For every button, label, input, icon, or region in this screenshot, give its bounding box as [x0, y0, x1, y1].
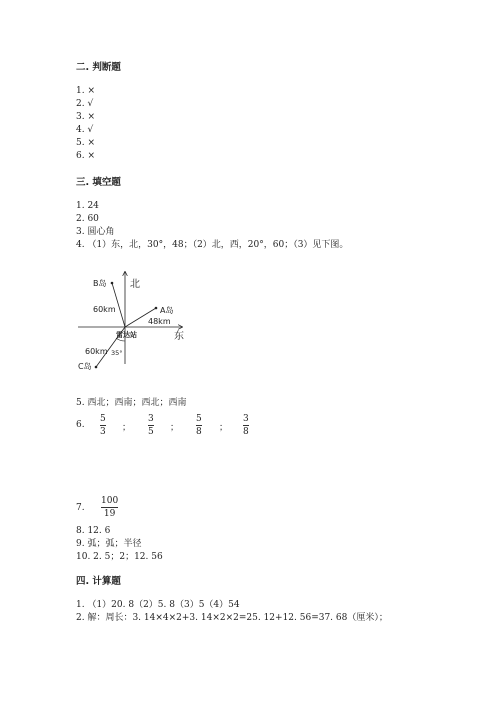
fraction-numerator: 3 — [243, 414, 249, 424]
fraction-denominator: 5 — [148, 427, 154, 437]
fraction-6-2 — [148, 414, 154, 437]
section-heading-fill-blank: 三. 填空题 — [76, 177, 121, 188]
separator: ； — [219, 423, 229, 433]
answer-2-3: 3. × — [76, 112, 95, 122]
island-c-point — [95, 366, 98, 369]
fraction-denominator: 3 — [100, 427, 106, 437]
fraction-denominator: 8 — [243, 427, 249, 437]
answer-3-1: 1. 24 — [76, 201, 99, 211]
answer-3-9: 9. 弧；弧；半径 — [76, 539, 142, 549]
fraction-numerator: 3 — [148, 414, 154, 424]
answer-3-4: 4. （1）东，北，30°，48；（2）北，西，20°，60；（3）见下图。 — [76, 240, 349, 250]
answer-4-2: 2. 解：周长：3. 14×4×2+3. 14×2×2=25. 12+12. 56=37. 68（厘米）； — [76, 613, 388, 623]
answer-3-5: 5. 西北；西南；西北；西南 — [76, 398, 187, 408]
fraction-denominator: 19 — [103, 509, 116, 519]
answer-3-6-label: 6. — [76, 420, 85, 430]
radar-station-label: 雷达站 — [116, 331, 137, 339]
fraction-7 — [101, 496, 118, 519]
east-label: 东 — [174, 331, 184, 342]
island-b-label: B岛 — [93, 279, 107, 288]
fraction-denominator: 8 — [196, 427, 202, 437]
fraction-6-4 — [243, 414, 249, 437]
fraction-numerator: 100 — [101, 496, 119, 506]
separator: ； — [170, 423, 180, 433]
fraction-numerator: 5 — [196, 414, 202, 424]
section-heading-judgment: 二. 判断题 — [76, 62, 121, 73]
north-label: 北 — [130, 279, 140, 290]
answer-2-1: 1. × — [76, 86, 95, 96]
island-b-point — [111, 282, 114, 285]
fraction-6-1 — [100, 414, 106, 437]
answer-2-2: 2. √ — [76, 99, 94, 109]
answer-3-10: 10. 2. 5；2；12. 56 — [76, 552, 163, 562]
distance-b-label: 60km — [93, 305, 116, 314]
island-a-point — [155, 307, 158, 310]
fraction-numerator: 5 — [100, 414, 106, 424]
distance-c-label: 60km — [85, 347, 108, 356]
answer-3-7-label: 7. — [76, 503, 85, 513]
answer-2-6: 6. × — [76, 151, 95, 161]
distance-a-label: 48km — [148, 317, 171, 326]
answer-2-4: 4. √ — [76, 125, 94, 135]
answer-2-5: 5. × — [76, 138, 95, 148]
answer-3-3: 3. 圆心角 — [76, 227, 115, 237]
island-a-label: A岛 — [160, 306, 174, 315]
answer-3-8: 8. 12. 6 — [76, 526, 111, 536]
radar-direction-diagram — [76, 266, 196, 378]
fraction-6-3 — [196, 414, 202, 437]
answer-4-1: 1. （1）20. 8（2）5. 8（3）5（4）54 — [76, 600, 240, 610]
section-heading-calculation: 四. 计算题 — [76, 576, 121, 587]
separator: ； — [122, 423, 132, 433]
island-c-label: C岛 — [78, 362, 92, 371]
answer-3-2: 2. 60 — [76, 214, 99, 224]
angle-c-label: 35° — [111, 349, 123, 357]
